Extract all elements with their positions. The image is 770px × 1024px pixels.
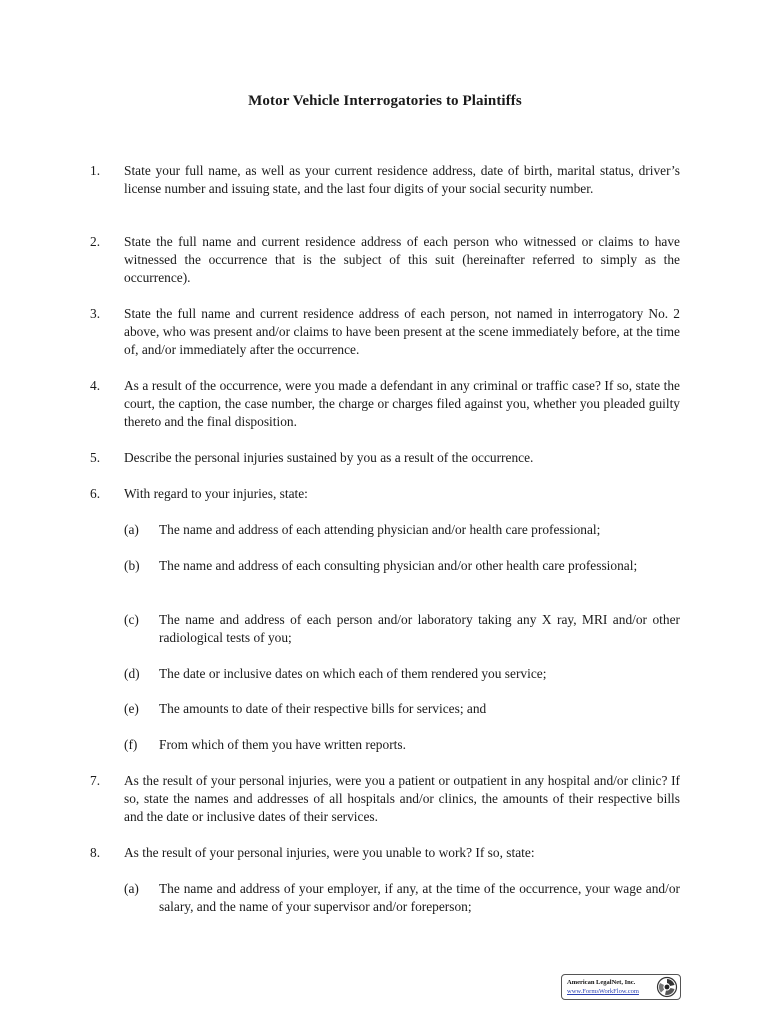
item-number: 4. [90,378,101,393]
sub-item-6c [124,611,680,647]
sub-item-6d [124,665,680,683]
sub-item-6b [124,557,680,575]
sub-item-letter: (d) [124,666,140,681]
document-title: Motor Vehicle Interrogatories to Plaintiffs [248,93,522,109]
interrogatory-item-5 [90,449,680,467]
item-text: As the result of your personal injuries, were you a patient or outpatient in any hospital and/or clinic? If so, state the names and addresses of all hospitals and/or clinics, the amounts of their respective bills and the date or inclusive dates of their services. [124,773,680,824]
interrogatory-item-3 [90,305,680,359]
sub-item-6a [124,521,680,539]
interrogatory-item-1 [90,162,680,198]
item-number: 6. [90,486,101,501]
item-text: As the result of your personal injuries, were you unable to work? If so, state: [124,845,535,860]
item-number: 8. [90,845,101,860]
footer-company: American LegalNet, Inc. [567,979,636,986]
item-number: 5. [90,450,101,465]
legalnet-logo-icon [656,976,678,998]
sub-item-6e [124,700,680,718]
interrogatory-item-4 [90,377,680,431]
sub-item-text: The date or inclusive dates on which each of them rendered you service; [159,666,547,681]
interrogatory-item-6 [90,485,680,503]
sub-item-text: The name and address of your employer, if any, at the time of the occurrence, your wage and/or salary, and the name of your supervisor and/or foreperson; [159,881,680,914]
item-text: As a result of the occurrence, were you made a defendant in any criminal or traffic case? If so, state the court, the caption, the case number, the charge or charges filed against you, whether you pleaded guilty thereto and the final disposition. [124,378,680,429]
interrogatory-item-2 [90,233,680,287]
sub-item-letter: (f) [124,737,138,752]
sub-item-text: The name and address of each attending physician and/or health care professional; [159,522,601,537]
sub-item-6f [124,736,680,754]
item-number: 2. [90,234,101,249]
sub-item-letter: (a) [124,881,139,896]
footer-badge [561,974,681,1000]
item-text: State the full name and current residence address of each person, not named in interrogatory No. 2 above, who was present and/or claims to have been present at the scene immediately before, at the time of, and/or immediately after the occurrence. [124,306,680,357]
sub-item-letter: (b) [124,558,140,573]
sub-item-letter: (e) [124,701,139,716]
sub-item-text: From which of them you have written reports. [159,737,406,752]
item-number: 3. [90,306,101,321]
item-text: State your full name, as well as your current residence address, date of birth, marital status, driver’s license number and issuing state, and the last four digits of your social security number. [124,163,680,196]
item-text: Describe the personal injuries sustained by you as a result of the occurrence. [124,450,534,465]
item-text: State the full name and current residence address of each person who witnessed or claims to have witnessed the occurrence that is the subject of this suit (hereinafter referred to simply as the occurrence). [124,234,680,285]
sub-item-8a [124,880,680,916]
sub-item-text: The amounts to date of their respective bills for services; and [159,701,487,716]
interrogatory-item-8 [90,844,680,862]
sub-item-letter: (a) [124,522,139,537]
sub-item-text: The name and address of each consulting physician and/or other health care professional; [159,558,638,573]
interrogatory-item-7 [90,772,680,826]
sub-item-text: The name and address of each person and/or laboratory taking any X ray, MRI and/or other radiological tests of you; [159,612,680,645]
footer-url-link[interactable]: www.FormsWorkFlow.com [567,988,639,995]
item-number: 7. [90,773,101,788]
item-number: 1. [90,163,101,178]
item-text: With regard to your injuries, state: [124,486,308,501]
sub-item-letter: (c) [124,612,139,627]
